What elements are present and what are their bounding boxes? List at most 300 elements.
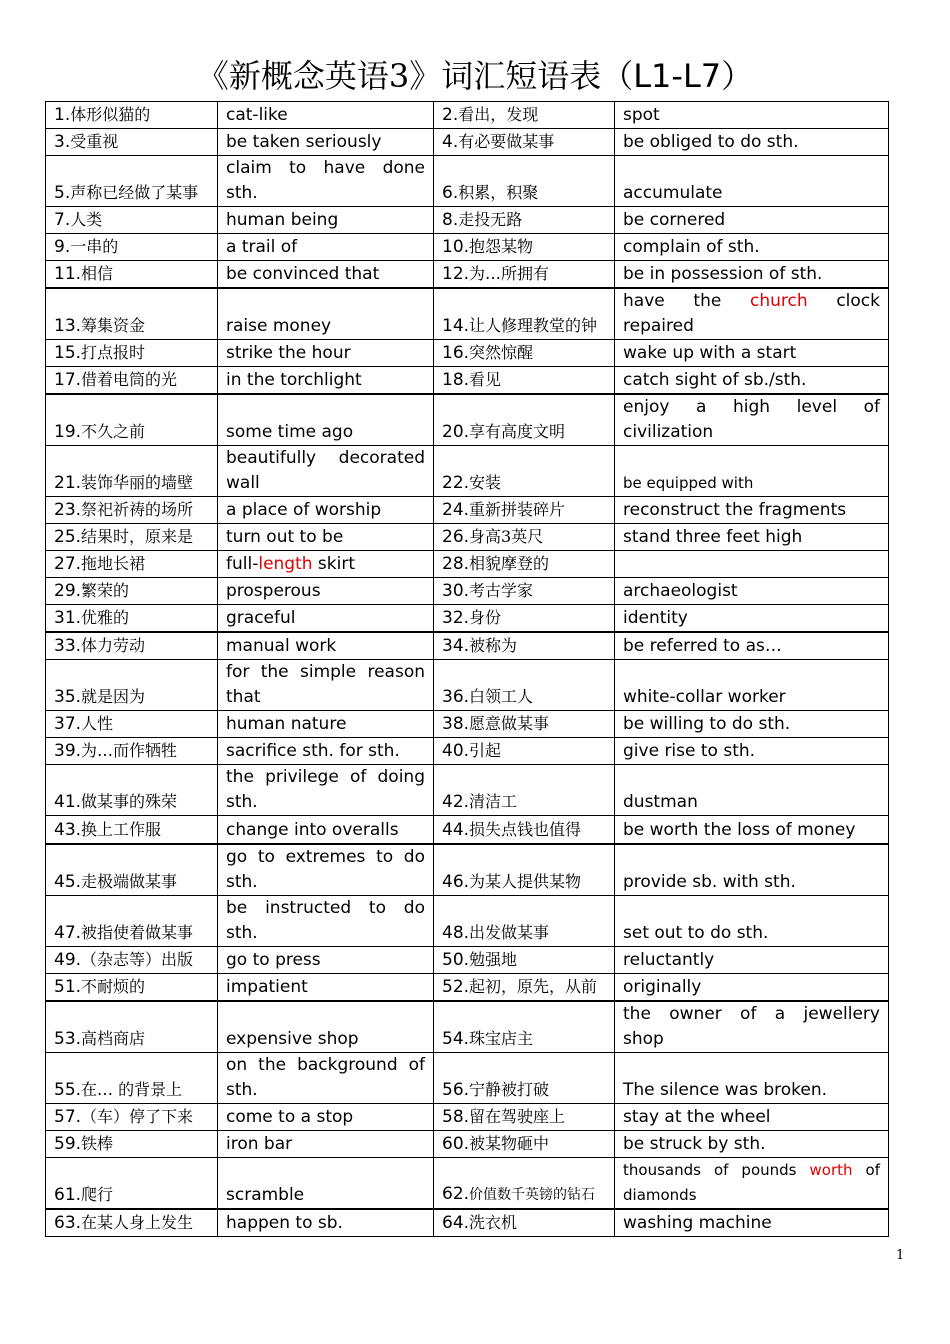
chinese-term-cell: [46, 738, 218, 765]
table-row: [46, 1131, 889, 1158]
english-term-cell: [615, 765, 889, 816]
english-term: reluctantly: [623, 949, 715, 970]
chinese-term-cell: [46, 632, 218, 660]
chinese-term-cell: [434, 524, 615, 551]
english-term: scramble: [226, 1185, 305, 1205]
english-term-cell: [218, 578, 434, 605]
english-term-cell: [218, 1104, 434, 1131]
table-row: [46, 1053, 889, 1104]
entry-number: 40.: [442, 741, 470, 761]
entry-number: 3.: [54, 132, 71, 152]
english-term: cat-like: [226, 105, 288, 125]
entry-number: 8.: [442, 210, 459, 230]
english-term-cell: [218, 207, 434, 234]
chinese-term-cell: [434, 711, 615, 738]
entry-number: 29.: [54, 581, 82, 601]
english-term-cell: [218, 551, 434, 578]
chinese-term: 积累，积聚: [458, 183, 539, 202]
english-term: the privilege of doing: [226, 767, 425, 787]
chinese-term-cell: [434, 946, 615, 973]
english-term: on the background of: [226, 1055, 425, 1075]
entry-number: 14.: [442, 316, 470, 336]
english-term: be willing to do sth.: [623, 714, 791, 734]
english-term-cell: [615, 844, 889, 896]
chinese-term: 打点报时: [81, 343, 146, 362]
english-term: thousands of pounds: [623, 1161, 810, 1179]
page-number: 1: [896, 1248, 905, 1263]
highlighted-word: length: [258, 554, 313, 574]
english-term-cell: [218, 816, 434, 844]
english-term: beautifully decorated: [226, 448, 425, 468]
title-book-number: 3: [388, 57, 410, 95]
english-term: have the: [623, 291, 750, 311]
table-row: [46, 102, 889, 129]
chinese-term: 借着电筒的光: [81, 370, 178, 389]
table-row: [46, 844, 889, 896]
chinese-term-cell: [46, 129, 218, 156]
english-term-cell: [218, 1131, 434, 1158]
chinese-term-cell: [46, 1131, 218, 1158]
english-term-cell: [615, 711, 889, 738]
english-term-cell: [218, 367, 434, 395]
english-term: be taken seriously: [226, 132, 382, 152]
table-row: [46, 1209, 889, 1237]
english-term-cell: [615, 551, 889, 578]
chinese-term: 引起: [469, 741, 502, 760]
english-term: strike the hour: [226, 343, 351, 363]
english-term: sacrifice sth. for sth.: [226, 741, 400, 761]
chinese-term-cell: [434, 340, 615, 367]
entry-number: 49.: [54, 949, 82, 970]
english-term-cell: [615, 367, 889, 395]
chinese-term: 高档商店: [81, 1029, 146, 1048]
english-term-cell: [615, 524, 889, 551]
chinese-term: 考古学家: [469, 581, 534, 600]
english-term-cell: [615, 738, 889, 765]
table-row: [46, 551, 889, 578]
chinese-term: 愿意做某事: [469, 714, 550, 733]
english-term: in the torchlight: [226, 370, 362, 390]
chinese-term-cell: [434, 551, 615, 578]
english-term: provide sb. with sth.: [623, 871, 796, 892]
chinese-term: 出发做某事: [469, 922, 550, 942]
entry-number: 15.: [54, 343, 82, 363]
english-term: white-collar worker: [623, 687, 786, 707]
entry-number: 42.: [442, 792, 470, 812]
chinese-term: 筹集资金: [81, 316, 146, 335]
english-term-continued: sth.: [226, 922, 258, 943]
chinese-term-cell: [46, 765, 218, 816]
english-term-cell: [615, 102, 889, 129]
chinese-term-cell: [46, 261, 218, 289]
chinese-term: 抱怨某物: [469, 237, 534, 256]
english-term-cell: [615, 1158, 889, 1210]
highlighted-word: worth: [809, 1161, 853, 1179]
chinese-term-cell: [46, 711, 218, 738]
chinese-term: 拖地长裙: [81, 554, 146, 573]
table-row: [46, 288, 889, 340]
english-term-cell: [615, 446, 889, 497]
chinese-term: 在… 的背景上: [81, 1080, 183, 1099]
chinese-term-cell: [434, 632, 615, 660]
title-middle: 》词汇短语表（: [409, 57, 634, 95]
table-row: [46, 129, 889, 156]
chinese-term-cell: [46, 524, 218, 551]
english-term-cell: [218, 261, 434, 289]
entry-number: 63.: [54, 1213, 82, 1233]
chinese-term-cell: [434, 973, 615, 1001]
english-term: be struck by sth.: [623, 1134, 766, 1154]
english-term: happen to sb.: [226, 1213, 343, 1233]
chinese-term-cell: [46, 1209, 218, 1237]
english-term-cell: [218, 1158, 434, 1210]
english-term-cell: [218, 1209, 434, 1237]
entry-number: 64.: [442, 1213, 470, 1233]
chinese-term: 留在驾驶座上: [469, 1107, 566, 1126]
chinese-term-cell: [46, 288, 218, 340]
english-term-cell: [218, 946, 434, 973]
english-term: claim to have done: [226, 158, 425, 178]
entry-number: 26.: [442, 527, 470, 547]
chinese-term: 被称为: [469, 636, 518, 655]
chinese-term-cell: [434, 367, 615, 395]
chinese-term: 看见: [469, 370, 502, 389]
chinese-term-cell: [434, 895, 615, 946]
entry-number: 60.: [442, 1134, 470, 1154]
title-prefix: 《新概念英语: [196, 57, 389, 95]
chinese-term: （杂志等）出版: [81, 949, 194, 969]
chinese-term: 走极端做某事: [81, 871, 178, 891]
chinese-term-cell: [434, 1131, 615, 1158]
entry-number: 7.: [54, 210, 71, 230]
chinese-term-cell: [434, 261, 615, 289]
english-term-cell: [218, 973, 434, 1001]
english-term-continued: sth.: [226, 792, 258, 812]
english-term: washing machine: [623, 1213, 772, 1233]
chinese-term: 在某人身上发生: [81, 1213, 194, 1232]
chinese-term: 勉强地: [469, 949, 518, 969]
entry-number: 48.: [442, 922, 470, 943]
chinese-term-cell: [434, 234, 615, 261]
chinese-term-cell: [46, 816, 218, 844]
chinese-term-cell: [434, 578, 615, 605]
english-term-cell: [218, 156, 434, 207]
english-term-cell: [218, 524, 434, 551]
chinese-term: 为…所拥有: [469, 264, 550, 283]
chinese-term-cell: [46, 895, 218, 946]
entry-number: 34.: [442, 636, 470, 656]
english-term-continued: civilization: [623, 422, 714, 442]
english-term-cell: [218, 446, 434, 497]
english-term-cell: [615, 1053, 889, 1104]
entry-number: 46.: [442, 871, 470, 892]
english-term-cell: [615, 234, 889, 261]
chinese-term: 损失点钱也值得: [469, 819, 582, 839]
chinese-term-cell: [434, 156, 615, 207]
chinese-term: 有必要做某事: [458, 132, 555, 151]
english-term: a place of worship: [226, 500, 382, 520]
chinese-term: 看出，发现: [458, 105, 539, 124]
english-term: human being: [226, 210, 339, 230]
english-term-cell: [615, 578, 889, 605]
entry-number: 24.: [442, 500, 470, 520]
chinese-term-cell: [46, 394, 218, 446]
chinese-term-cell: [434, 497, 615, 524]
english-term-continued: sth.: [226, 871, 258, 892]
table-row: [46, 738, 889, 765]
english-term: be equipped with: [623, 474, 754, 492]
english-term: manual work: [226, 636, 337, 656]
english-term: for the simple reason: [226, 662, 425, 682]
entry-number: 62.: [442, 1184, 470, 1204]
english-term-cell: [218, 129, 434, 156]
entry-number: 44.: [442, 819, 470, 840]
english-term-cell: [615, 340, 889, 367]
english-term-cell: [218, 605, 434, 633]
english-term: reconstruct the fragments: [623, 500, 847, 520]
title-lesson-range: L1-L7: [633, 57, 722, 95]
table-row: [46, 765, 889, 816]
entry-number: 5.: [54, 183, 71, 203]
chinese-term: 相貌摩登的: [469, 554, 550, 573]
chinese-term: 相信: [81, 264, 114, 283]
entry-number: 11.: [54, 264, 82, 284]
entry-number: 33.: [54, 636, 82, 656]
table-row: [46, 816, 889, 844]
english-term-cell: [615, 1131, 889, 1158]
entry-number: 51.: [54, 976, 82, 997]
english-term-cell: [615, 946, 889, 973]
chinese-term-cell: [46, 1158, 218, 1210]
chinese-term-cell: [434, 738, 615, 765]
chinese-term-cell: [434, 446, 615, 497]
entry-number: 31.: [54, 608, 82, 628]
table-row: [46, 524, 889, 551]
chinese-term-cell: [46, 207, 218, 234]
entry-number: 4.: [442, 132, 459, 152]
entry-number: 27.: [54, 554, 82, 574]
chinese-term: 白领工人: [469, 687, 534, 706]
entry-number: 30.: [442, 581, 470, 601]
entry-number: 22.: [442, 473, 470, 493]
english-term-cell: [615, 288, 889, 340]
entry-number: 35.: [54, 687, 82, 707]
english-term: be referred to as…: [623, 636, 782, 656]
chinese-term: 为…而作牺牲: [81, 741, 178, 760]
entry-number: 43.: [54, 819, 82, 840]
english-term-cell: [615, 1104, 889, 1131]
chinese-term: 珠宝店主: [469, 1029, 534, 1048]
english-term: prosperous: [226, 581, 321, 601]
english-term-cell: [615, 394, 889, 446]
chinese-term: 身高3英尺: [469, 527, 544, 546]
chinese-term: 价值数千英镑的钻石: [469, 1187, 596, 1203]
chinese-term-cell: [46, 446, 218, 497]
chinese-term-cell: [46, 497, 218, 524]
chinese-term: 被某物砸中: [469, 1134, 550, 1153]
english-term: enjoy a high level of: [623, 397, 880, 417]
english-term: stay at the wheel: [623, 1107, 771, 1127]
table-row: [46, 895, 889, 946]
table-row: [46, 340, 889, 367]
vocabulary-table: [45, 101, 889, 1237]
english-term-cell: [218, 844, 434, 896]
english-term-cell: [615, 605, 889, 633]
entry-number: 58.: [442, 1107, 470, 1127]
entry-number: 16.: [442, 343, 470, 363]
english-term: wake up with a start: [623, 343, 797, 363]
chinese-term-cell: [46, 973, 218, 1001]
english-term: dustman: [623, 792, 698, 812]
english-term-cell: [615, 816, 889, 844]
english-term: turn out to be: [226, 527, 344, 547]
table-row: [46, 946, 889, 973]
english-term: be worth the loss of money: [623, 819, 856, 840]
chinese-term: 享有高度文明: [469, 422, 566, 441]
chinese-term-cell: [434, 1104, 615, 1131]
table-row: [46, 711, 889, 738]
english-term-cell: [615, 895, 889, 946]
entry-number: 28.: [442, 554, 470, 574]
english-term: iron bar: [226, 1134, 293, 1154]
chinese-term: 不久之前: [81, 422, 146, 441]
english-term-cell: [218, 738, 434, 765]
english-term: archaeologist: [623, 581, 738, 601]
english-term-cell: [615, 973, 889, 1001]
english-term: go to press: [226, 949, 321, 970]
english-term: skirt: [312, 554, 356, 574]
entry-number: 61.: [54, 1185, 82, 1205]
chinese-term: 重新拼装碎片: [469, 500, 566, 519]
english-term-cell: [615, 1209, 889, 1237]
entry-number: 13.: [54, 316, 82, 336]
chinese-term: 体形似猫的: [70, 105, 151, 124]
english-term: full-: [226, 554, 259, 574]
chinese-term: 让人修理教堂的钟: [469, 316, 598, 335]
entry-number: 25.: [54, 527, 82, 547]
english-term: come to a stop: [226, 1107, 354, 1127]
entry-number: 56.: [442, 1080, 470, 1100]
chinese-term: 宁静被打破: [469, 1080, 550, 1099]
english-term: be obliged to do sth.: [623, 132, 799, 152]
entry-number: 54.: [442, 1029, 470, 1049]
table-row: [46, 605, 889, 633]
chinese-term-cell: [434, 816, 615, 844]
entry-number: 2.: [442, 105, 459, 125]
chinese-term-cell: [46, 578, 218, 605]
chinese-term-cell: [46, 946, 218, 973]
english-term: be instructed to do: [226, 897, 425, 918]
english-term: raise money: [226, 316, 332, 336]
entry-number: 37.: [54, 714, 82, 734]
english-term: some time ago: [226, 422, 354, 442]
english-term-cell: [218, 394, 434, 446]
entry-number: 12.: [442, 264, 470, 284]
english-term: accumulate: [623, 183, 723, 203]
entry-number: 17.: [54, 370, 82, 390]
entry-number: 21.: [54, 473, 82, 493]
english-term-cell: [218, 1001, 434, 1053]
english-term: be convinced that: [226, 264, 380, 284]
table-row: [46, 632, 889, 660]
english-term-cell: [218, 1053, 434, 1104]
english-term: complain of sth.: [623, 237, 760, 257]
english-term-cell: [615, 261, 889, 289]
english-term: originally: [623, 976, 702, 997]
chinese-term-cell: [434, 660, 615, 711]
english-term-cell: [615, 156, 889, 207]
chinese-term-cell: [434, 1158, 615, 1210]
chinese-term: 祭祀祈祷的场所: [81, 500, 194, 519]
english-term: the owner of a jewellery: [623, 1004, 880, 1024]
highlighted-word: church: [750, 291, 808, 311]
chinese-term: 走投无路: [458, 210, 523, 229]
english-term-cell: [615, 207, 889, 234]
english-term-cell: [218, 234, 434, 261]
chinese-term-cell: [434, 207, 615, 234]
english-term-cell: [218, 102, 434, 129]
english-term-cell: [615, 632, 889, 660]
table-row: [46, 156, 889, 207]
chinese-term-cell: [46, 367, 218, 395]
chinese-term-cell: [46, 102, 218, 129]
entry-number: 36.: [442, 687, 470, 707]
chinese-term: 清洁工: [469, 792, 518, 811]
english-term-cell: [615, 497, 889, 524]
entry-number: 1.: [54, 105, 71, 125]
english-term-continued: wall: [226, 473, 260, 493]
chinese-term-cell: [46, 605, 218, 633]
english-term-continued: that: [226, 687, 261, 707]
table-row: [46, 1158, 889, 1210]
chinese-term: 繁荣的: [81, 581, 130, 600]
entry-number: 45.: [54, 871, 82, 892]
chinese-term-cell: [434, 1001, 615, 1053]
english-term: a trail of: [226, 237, 298, 257]
chinese-term-cell: [434, 605, 615, 633]
entry-number: 6.: [442, 183, 459, 203]
english-term: human nature: [226, 714, 347, 734]
chinese-term: 声称已经做了某事: [70, 183, 199, 202]
english-term: expensive shop: [226, 1029, 359, 1049]
entry-number: 9.: [54, 237, 71, 257]
english-term-continued: shop: [623, 1029, 664, 1049]
entry-number: 41.: [54, 792, 82, 812]
chinese-term-cell: [46, 340, 218, 367]
chinese-term: 突然惊醒: [469, 343, 534, 362]
english-term-cell: [218, 632, 434, 660]
chinese-term: 爬行: [81, 1185, 114, 1204]
table-row: [46, 973, 889, 1001]
chinese-term: 洗衣机: [469, 1213, 518, 1232]
chinese-term: 起初，原先，从前: [469, 976, 598, 996]
chinese-term-cell: [434, 394, 615, 446]
entry-number: 57.: [54, 1107, 82, 1127]
chinese-term-cell: [46, 1104, 218, 1131]
english-term-cell: [218, 895, 434, 946]
entry-number: 59.: [54, 1134, 82, 1154]
entry-number: 53.: [54, 1029, 82, 1049]
table-row: [46, 234, 889, 261]
entry-number: 20.: [442, 422, 470, 442]
english-term-cell: [218, 660, 434, 711]
chinese-term: 结果时，原来是: [81, 527, 194, 546]
english-term: spot: [623, 105, 660, 125]
chinese-term-cell: [434, 1053, 615, 1104]
entry-number: 32.: [442, 608, 470, 628]
chinese-term: 换上工作服: [81, 819, 162, 839]
english-term: stand three feet high: [623, 527, 803, 547]
